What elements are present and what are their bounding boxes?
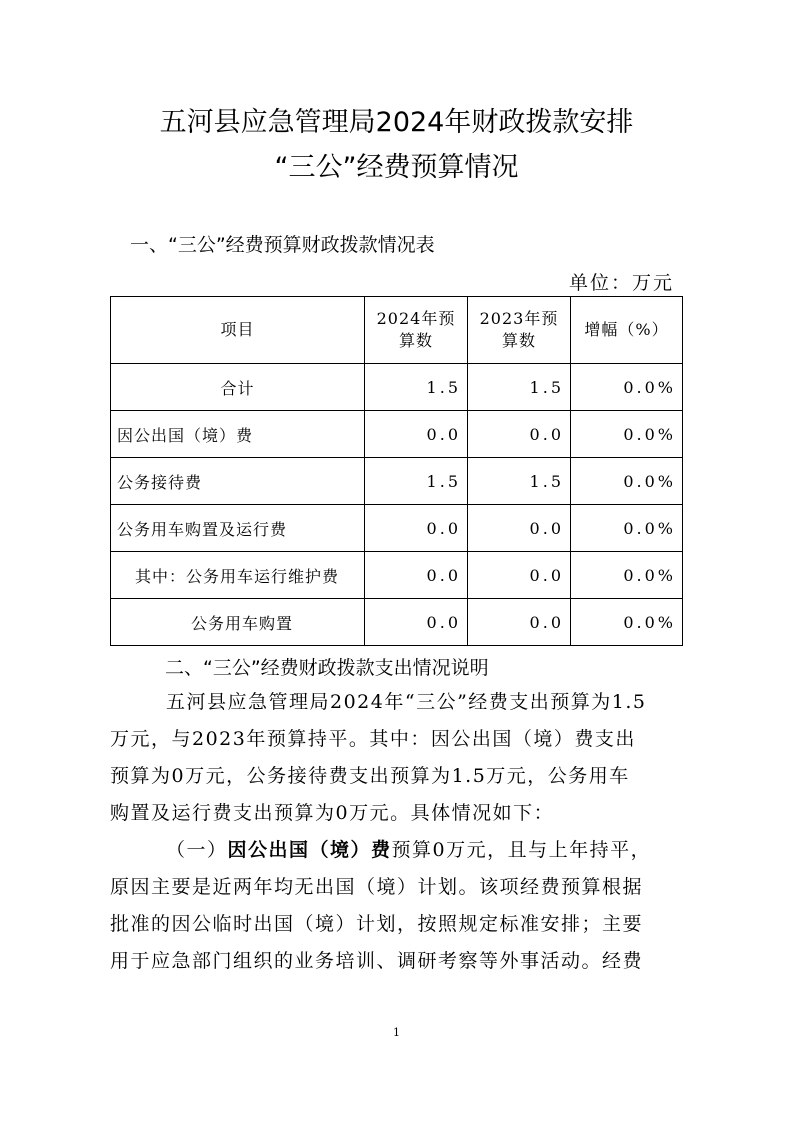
paragraph-line: 五河县应急管理局2024年“三公”经费支出预算为1.5: [166, 691, 647, 713]
row-item: 公务用车购置及运行费: [111, 505, 365, 552]
section2-heading: 二、“三公”经费财政拨款支出情况说明: [165, 657, 489, 679]
table-row: [111, 552, 683, 599]
row-2024: 0.0: [365, 411, 468, 458]
row-2024: 0.0: [365, 552, 468, 599]
row-item: 公务用车购置: [111, 599, 365, 646]
header-item: 项目: [111, 297, 365, 364]
budget-table: [110, 296, 683, 646]
header-2023: 2023年预算数: [468, 297, 571, 364]
row-2024: 0.0: [365, 505, 468, 552]
subsection-title: 因公出国（境）费: [227, 839, 392, 861]
row-2024: 1.5: [365, 364, 468, 411]
row-2023: 1.5: [468, 458, 571, 505]
row-2023: 1.5: [468, 364, 571, 411]
paragraph-line: 预算为0万元，公务接待费支出预算为1.5万元，公务用车: [110, 765, 630, 787]
table-row: [111, 364, 683, 411]
unit-label: 单位：万元: [568, 272, 674, 294]
table-row: [111, 458, 683, 505]
row-2024: 1.5: [365, 458, 468, 505]
document-title-line1: 五河县应急管理局2024年财政拨款安排: [159, 107, 634, 138]
row-2023: 0.0: [468, 552, 571, 599]
paragraph-line: 用于应急部门组织的业务培训、调研考察等外事活动。经费: [110, 950, 644, 972]
row-2024: 0.0: [365, 599, 468, 646]
row-item: 合计: [111, 364, 365, 411]
page-number: 1: [393, 1026, 400, 1039]
row-item: 因公出国（境）费: [111, 411, 365, 458]
paragraph-line: 购置及运行费支出预算为0万元。具体情况如下：: [110, 802, 555, 824]
header-2024: 2024年预算数: [365, 297, 468, 364]
row-growth: 0.0%: [571, 364, 683, 411]
row-2023: 0.0: [468, 505, 571, 552]
row-2023: 0.0: [468, 599, 571, 646]
row-growth: 0.0%: [571, 552, 683, 599]
section1-heading: 一、“三公”经费预算财政拨款情况表: [130, 234, 435, 256]
paragraph-line: 批准的因公临时出国（境）计划，按照规定标准安排；主要: [110, 913, 644, 935]
subsection-number: （一）: [166, 839, 228, 861]
document-title-line2: “三公”经费预算情况: [274, 152, 519, 183]
table-row: [111, 505, 683, 552]
row-growth: 0.0%: [571, 458, 683, 505]
row-growth: 0.0%: [571, 505, 683, 552]
row-item: 公务接待费: [111, 458, 365, 505]
table-row: [111, 599, 683, 646]
table-row: [111, 411, 683, 458]
paragraph-summary: [110, 684, 680, 832]
row-growth: 0.0%: [571, 411, 683, 458]
paragraph-travel: [110, 832, 680, 980]
table-header-row: [111, 297, 683, 364]
subsection-text: 预算0万元，且与上年持平，: [391, 839, 652, 861]
row-item: 其中：公务用车运行维护费: [111, 552, 365, 599]
header-growth: 增幅（%）: [571, 297, 683, 364]
row-2023: 0.0: [468, 411, 571, 458]
paragraph-line: 原因主要是近两年均无出国（境）计划。该项经费预算根据: [110, 876, 644, 898]
paragraph-line: 万元，与2023年预算持平。其中：因公出国（境）费支出: [110, 728, 636, 750]
row-growth: 0.0%: [571, 599, 683, 646]
paragraph-line: [110, 832, 680, 869]
